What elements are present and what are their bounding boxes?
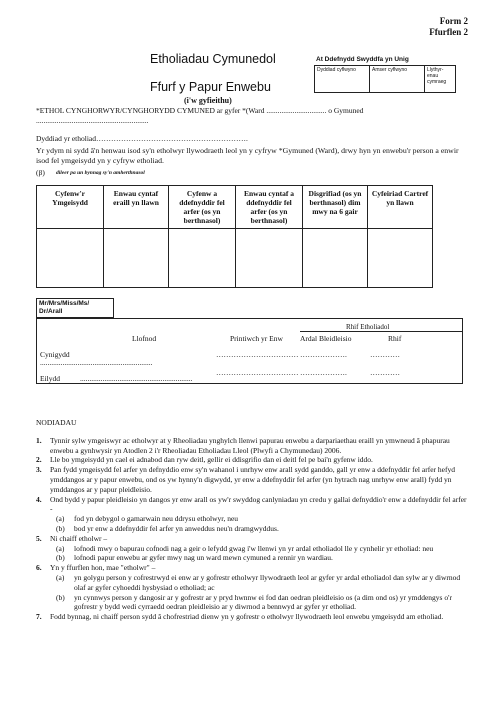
- note-4-num: 4.: [36, 494, 42, 504]
- cell-description[interactable]: [303, 229, 368, 288]
- office-use-table: [314, 65, 456, 93]
- note-5a: [36, 544, 468, 554]
- proposer-print-field[interactable]: ……………………………: [216, 350, 299, 359]
- print-name-label: Printiwch yr Enw: [230, 334, 283, 343]
- number-label: Rhif: [388, 334, 402, 343]
- note-1-text: Tynnir sylw ymgeiswyr ac etholwyr at y Rheoliadau ynghylch llenwi papurau enwebu a darpariaethau eraill yn ymwneud â phapurau enwebu a gynhwysir yn Atodlen 2 i'r Rheoliadau Etholiadau Lleol (Plwyfi a Chymunedau) 2006.: [50, 435, 450, 455]
- header-forenames: Enwau cyntaf eraill yn llawn: [104, 186, 169, 229]
- note-5a-label: (a): [56, 543, 65, 553]
- header-commonly-used-forenames: Enwau cyntaf a ddefnyddir fel arfer (os yn berthnasol): [236, 186, 303, 229]
- header-description: Disgrifiad (os yn berthnasol) dim mwy na 6 gair: [303, 186, 368, 229]
- note-5b: [36, 553, 468, 563]
- note-5a-text: lofnodi mwy o bapurau cofnodi nag a geir o lefydd gwag i'w llenwi yn yr ardal etholiadol lle y cynhelir yr etholiad: neu: [74, 543, 434, 553]
- note-7-num: 7.: [36, 612, 42, 622]
- note-4: [36, 495, 468, 515]
- note-5-num: 5.: [36, 533, 42, 543]
- seconder-print-field[interactable]: ……………………………: [216, 368, 299, 377]
- note-2-text: Lle bo ymgeisydd yn cael ei adnabod dan ryw deitl, gellir ei ddisgrifio dan ei deitl fel pe bai'n gyfenw iddo.: [50, 455, 373, 465]
- note-3: [36, 465, 468, 494]
- note-6a-text: yn golygu person y cofrestrwyd ei enw ar y gofrestr etholwyr llywodraeth leol ar gyfer yr ardal etholiadol dan sylw ar y diwrnod olaf ar gyfer cyhoeddi hysbysiad o etholiad; ac: [74, 572, 461, 592]
- form-number-en: Form 2: [439, 16, 468, 26]
- notes-heading: NODIADAU: [36, 418, 77, 427]
- note-6: [36, 563, 468, 573]
- note-3-num: 3.: [36, 465, 42, 475]
- seconder-number-field[interactable]: …………: [370, 368, 400, 377]
- proposer-number-field[interactable]: …………: [370, 350, 400, 359]
- note-4a-label: (a): [56, 514, 65, 524]
- cell-forenames[interactable]: [104, 229, 169, 288]
- seconder-label: Eilydd: [40, 374, 60, 383]
- office-col-time: Amser cyflwyno: [370, 66, 425, 93]
- form-number: [429, 16, 468, 38]
- note-6-num: 6.: [36, 563, 42, 573]
- candidate-table: [36, 185, 433, 288]
- electoral-number-header: Rhif Etholiadol: [346, 323, 390, 331]
- note-5: [36, 534, 468, 544]
- note-7-text: Fodd bynnag, ni chaiff person sydd â chofrestriad dienw yn y gofrestr o etholwyr llywodraeth leol enwebu ymgeisydd am etholiad.: [50, 612, 444, 622]
- delete-note: dileer pa un bynnag sy'n amherthnasol: [56, 170, 145, 176]
- note-1: [36, 436, 468, 456]
- seconder-district-field[interactable]: ……………….: [300, 368, 347, 377]
- office-col-letters: Llythyr-enau cymraeg: [425, 66, 456, 93]
- translation-note: (i'w gyfieithu): [184, 96, 232, 105]
- seconder-signature-field[interactable]: ............................................................: [80, 374, 193, 383]
- note-2: [36, 455, 468, 465]
- note-6b-text: yn cynnwys person y dangosir ar y gofrestr ar y pryd hwnnw ei fod dan oedran pleidleisio os (a dim ond os) yr ymddengys o'r gofrestr y bydd wedi cyrraedd oedran pleidleisio ar y diwrnod a bennwyd ar gyfer yr etholiad.: [74, 592, 452, 612]
- office-use-label: At Ddefnydd Swyddfa yn Unig: [316, 56, 409, 63]
- header-surname: Cyfenw'r Ymgeisydd: [37, 186, 104, 229]
- polling-district-label: Ardal Bleidleisio: [300, 334, 352, 343]
- form-number-cy: Ffurflen 2: [429, 27, 468, 37]
- ward-line-continued: ............................................................: [36, 116, 149, 125]
- title-box[interactable]: Mr/Mrs/Miss/Ms/ Dr/Arall: [36, 298, 114, 318]
- page-title: Etholiadau Cymunedol: [150, 52, 276, 66]
- note-5b-label: (b): [56, 553, 65, 563]
- proposer-district-field[interactable]: ……………….: [300, 350, 347, 359]
- proposer-signature-field[interactable]: ............................................................: [40, 358, 153, 367]
- note-6-text: Yn y ffurflen hon, mae "etholwr" –: [50, 563, 156, 573]
- note-6a-label: (a): [56, 572, 65, 582]
- note-2-num: 2.: [36, 455, 42, 465]
- ward-line: *ETHOL CYNGHORWYR/CYNGHORYDD CYMUNED ar gyfer *(Ward ................................ o Gymuned: [36, 106, 364, 115]
- signature-label: Llofnod: [132, 334, 157, 343]
- note-5b-text: lofnodi papur enwebu ar gyfer mwy nag un ward mewn cymuned a rennir yn wardiau.: [74, 553, 333, 563]
- note-4-text: Ond bydd y papur pleidleisio yn dangos yr enw arall os yw'r swyddog canlyniadau yn credu y gallai defnyddio'r enw a ddefnyddir fel arfer -: [50, 494, 467, 514]
- note-1-num: 1.: [36, 435, 42, 445]
- header-home-address: Cyfeiriad Cartref yn llawn: [368, 186, 433, 229]
- note-6b: [36, 593, 468, 613]
- note-6b-label: (b): [56, 592, 65, 602]
- note-4b-label: (b): [56, 523, 65, 533]
- cell-commonly-used-surname[interactable]: [169, 229, 236, 288]
- cell-surname[interactable]: [37, 229, 104, 288]
- nomination-paragraph: Yr ydym ni sydd â'n henwau isod sy'n etholwyr llywodraeth leol yn y cyfryw *Gymuned (Ward), drwy hyn yn enwebu'r person a enwir isod fel ymgeisydd yn y cyfryw etholiad.: [36, 146, 459, 165]
- note-4b-text: bod yr enw a ddefnyddir fel arfer yn anweddus neu'n dramgwyddus.: [74, 523, 279, 533]
- note-5-text: Ni chaiff etholwr –: [50, 533, 108, 543]
- note-4a: [36, 514, 468, 524]
- office-col-date: Dyddiad cyflwyno: [315, 66, 370, 93]
- note-6a: [36, 573, 468, 593]
- note-7: [36, 612, 468, 622]
- election-date-line: Dyddiad yr etholiad…………………………………………………….: [36, 134, 248, 143]
- page-subtitle: Ffurf y Papur Enwebu: [150, 80, 271, 94]
- beta-marker: (β): [36, 168, 45, 177]
- proposer-label: Cynigydd: [40, 350, 70, 359]
- header-divider: [300, 331, 463, 332]
- note-4a-text: fod yn debygol o gamarwain neu ddrysu etholwyr, neu: [74, 514, 239, 524]
- note-3-text: Pan fydd ymgeisydd fel arfer yn defnyddio enw sy'n wahanol i unrhyw enw arall sydd ganddo, gall yr enw a ddefnyddir fel arfer hefyd ymddangos ar y papur enwebu, ond os yw hynny'n digwydd, yr enw a ddefnyddir fel arfer (yn hytrach nag unrhyw enw arall) fydd yn ymddangos ar y papur pleidleisio.: [50, 465, 455, 494]
- header-commonly-used-surname: Cyfenw a ddefnyddir fel arfer (os yn berthnasol): [169, 186, 236, 229]
- cell-home-address[interactable]: [368, 229, 433, 288]
- note-4b: [36, 524, 468, 534]
- cell-commonly-used-forenames[interactable]: [236, 229, 303, 288]
- notes-section: [36, 418, 468, 622]
